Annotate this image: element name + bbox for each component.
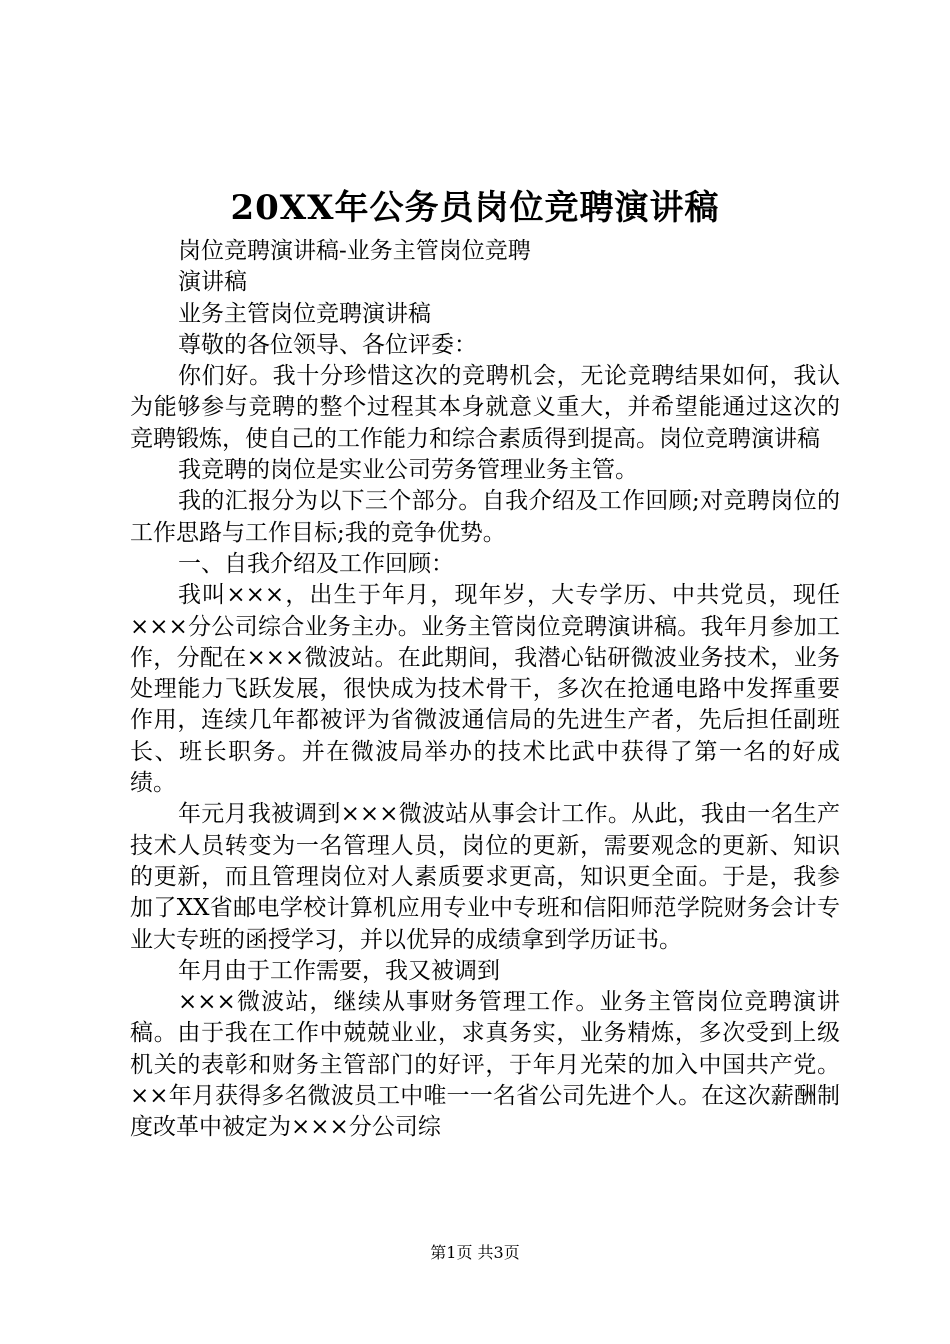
paragraph: 年月由于工作需要，我又被调到 <box>178 957 500 984</box>
document-title: 20XX年公务员岗位竞聘演讲稿 <box>230 188 720 228</box>
paragraph: 尊敬的各位领导、各位评委： <box>178 331 477 358</box>
paragraph: 演讲稿 <box>178 269 247 296</box>
paragraph: ×××微波站，继续从事财务管理工作。业务主管岗位竞聘演讲稿。由于我在工作中兢兢业业，求真务实，业务精炼，多次受到上级机关的表彰和财务主管部门的好评，于年月光荣的加入中国共产党。××年月获得多名微波员工中唯一一名省公司先进个人。在这次薪酬制度改革中被定为×××分公司综 <box>130 989 840 1141</box>
paragraph: 业务主管岗位竞聘演讲稿 <box>178 300 431 327</box>
document-body <box>130 236 840 1144</box>
paragraph: 岗位竞聘演讲稿-业务主管岗位竞聘 <box>178 238 531 264</box>
paragraph: 我的汇报分为以下三个部分。自我介绍及工作回顾;对竞聘岗位的工作思路与工作目标;我的竞争优势。 <box>130 488 840 546</box>
page-footer: 第1页 共3页 <box>430 1243 520 1262</box>
paragraph: 我叫×××，出生于年月，现年岁，大专学历、中共党员，现任×××分公司综合业务主办。业务主管岗位竞聘演讲稿。我年月参加工作，分配在×××微波站。在此期间，我潜心钻研微波业务技术，业务处理能力飞跃发展，很快成为技术骨干，多次在抢通电路中发挥重要作用，连续几年都被评为省微波通信局的先进生产者，先后担任副班长、班长职务。并在微波局举办的技术比武中获得了第一名的好成绩。 <box>130 582 840 797</box>
paragraph: 我竞聘的岗位是实业公司劳务管理业务主管。 <box>178 457 638 484</box>
paragraph: 你们好。我十分珍惜这次的竞聘机会，无论竞聘结果如何，我认为能够参与竞聘的整个过程其本身就意义重大，并希望能通过这次的竞聘锻炼，使自己的工作能力和综合素质得到提高。岗位竞聘演讲稿 <box>130 363 840 452</box>
paragraph: 年元月我被调到×××微波站从事会计工作。从此，我由一名生产技术人员转变为一名管理人员，岗位的更新，需要观念的更新、知识的更新，而且管理岗位对人素质要求更高，知识更全面。于是，我参加了XX省邮电学校计算机应用专业中专班和信阳师范学院财务会计专业大专班的函授学习，并以优异的成绩拿到学历证书。 <box>130 801 840 953</box>
paragraph: 一、自我介绍及工作回顾： <box>178 550 454 577</box>
